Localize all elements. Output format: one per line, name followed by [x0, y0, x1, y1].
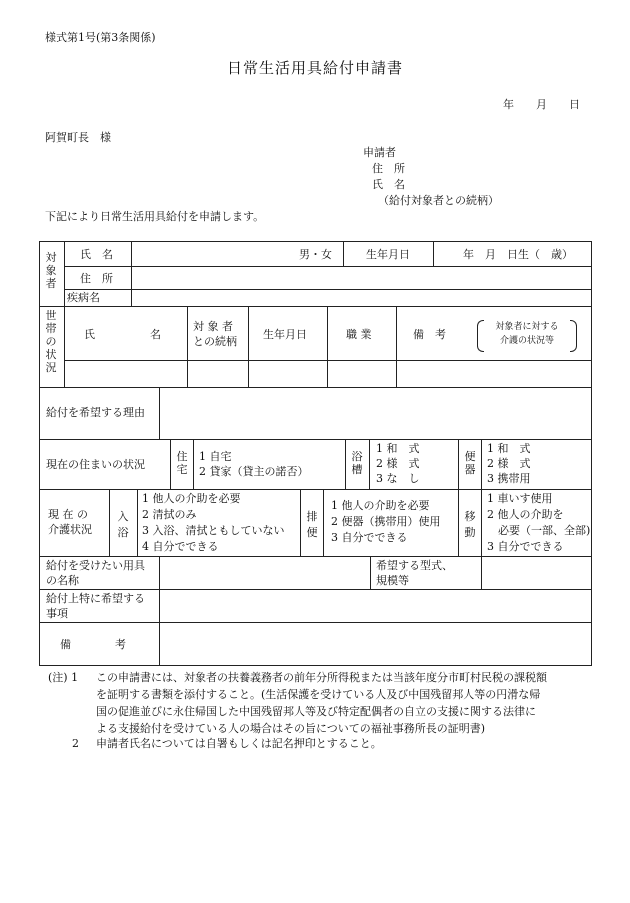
excretion-label: 排便 [306, 510, 318, 539]
special-field[interactable] [160, 590, 590, 621]
household-col-relation: 対 象 者 との続柄 [193, 320, 237, 348]
bathtub-label: 浴槽 [351, 450, 363, 476]
remarks-label: 備 考 [60, 638, 126, 651]
subject-name-label: 氏 名 [80, 248, 113, 261]
household-col-job: 職 業 [346, 328, 372, 341]
bathtub-options[interactable]: 1 和 式 2 様 式 3 な し [376, 442, 420, 485]
subject-name-field[interactable] [132, 242, 292, 265]
care-note-right-bracket [570, 320, 577, 352]
household-col-name: 氏 名 [84, 328, 161, 341]
housing-label: 現在の住まいの状況 [46, 458, 145, 471]
birth-value[interactable]: 年 月 日生（ 歳） [463, 248, 573, 261]
house-label: 住宅 [176, 450, 188, 476]
intro-text: 下記により日常生活用具給付を申請します。 [45, 210, 265, 223]
page-title: 日常生活用具給付申請書 [226, 59, 403, 77]
care-label: 現 在 の 介護状況 [48, 508, 92, 536]
sex-selector[interactable]: 男・女 [299, 248, 332, 261]
bathing-label: 入浴 [117, 510, 129, 539]
type-label: 希望する型式、 規模等 [376, 559, 453, 587]
notes-prefix: (注) 1 [48, 671, 79, 684]
relation-note: （給付対象者との続柄） [378, 194, 499, 207]
care-note-left-bracket [477, 320, 484, 352]
subject-side-label: 対象者 [45, 251, 57, 290]
subject-address-field[interactable] [132, 267, 590, 288]
applicant-name-label: 氏 名 [372, 178, 405, 191]
applicant-address-label: 住 所 [372, 162, 405, 175]
applicant-label: 申請者 [363, 146, 396, 159]
remarks-field[interactable] [160, 623, 590, 665]
care-note: 対象者に対する 介護の状況等 [495, 322, 559, 346]
excretion-options[interactable]: 1 他人の介助を必要 2 便器（携帯用）使用 3 自分でできる [331, 499, 441, 544]
household-col-birth: 生年月日 [263, 328, 307, 341]
form-number: 様式第1号(第3条関係) [45, 31, 156, 44]
house-options[interactable]: 1 自宅 2 貸家（貸主の諾否） [199, 450, 309, 478]
note-1: この申請書には、対象者の扶養義務者の前年分所得税または当該年度分市町村民税の課税額 を証明する書類を添付すること。(生活保護を受けている人及び中国残留邦人等の円滑な帰 国の促進並びに永住帰国した中国残留邦人等及び特定配偶者の自立の支援に関する法律に よる支援給付を受けている人の場合はその旨についての福祉事務所長の証明書) [96, 671, 547, 735]
disease-field[interactable] [132, 290, 590, 305]
disease-label: 疾病名 [67, 291, 100, 304]
movement-options[interactable]: 1 車いす使用 2 他人の介助を 必要（一部、全部) 3 自分でできる [487, 492, 591, 553]
bathing-options[interactable]: 1 他人の介助を必要 2 清拭のみ 3 入浴、清拭ともしていない 4 自分でできる [142, 492, 285, 553]
reason-field[interactable] [160, 388, 590, 438]
addressee: 阿賀町長 様 [45, 131, 111, 144]
toilet-options[interactable]: 1 和 式 2 様 式 3 携帯用 [487, 442, 531, 485]
birth-label: 生年月日 [366, 248, 410, 261]
toilet-label: 便器 [464, 450, 476, 476]
household-col-remarks: 備 考 [413, 328, 446, 341]
special-label: 給付上特に希望する 事項 [46, 592, 145, 620]
note-2-number: 2 [72, 737, 79, 750]
type-field[interactable] [482, 557, 590, 588]
item-name-field[interactable] [160, 557, 369, 588]
reason-label: 給付を希望する理由 [46, 406, 145, 419]
note-2: 申請者氏名については自署もしくは記名押印とすること。 [96, 737, 382, 750]
movement-label: 移動 [464, 510, 476, 539]
household-side-label: 世帯の状況 [45, 309, 57, 374]
item-name-label: 給付を受けたい用具 の名称 [46, 559, 145, 587]
household-entry-row[interactable] [65, 361, 590, 386]
date-line: 年 月 日 [503, 98, 580, 111]
subject-address-label: 住 所 [80, 272, 113, 285]
